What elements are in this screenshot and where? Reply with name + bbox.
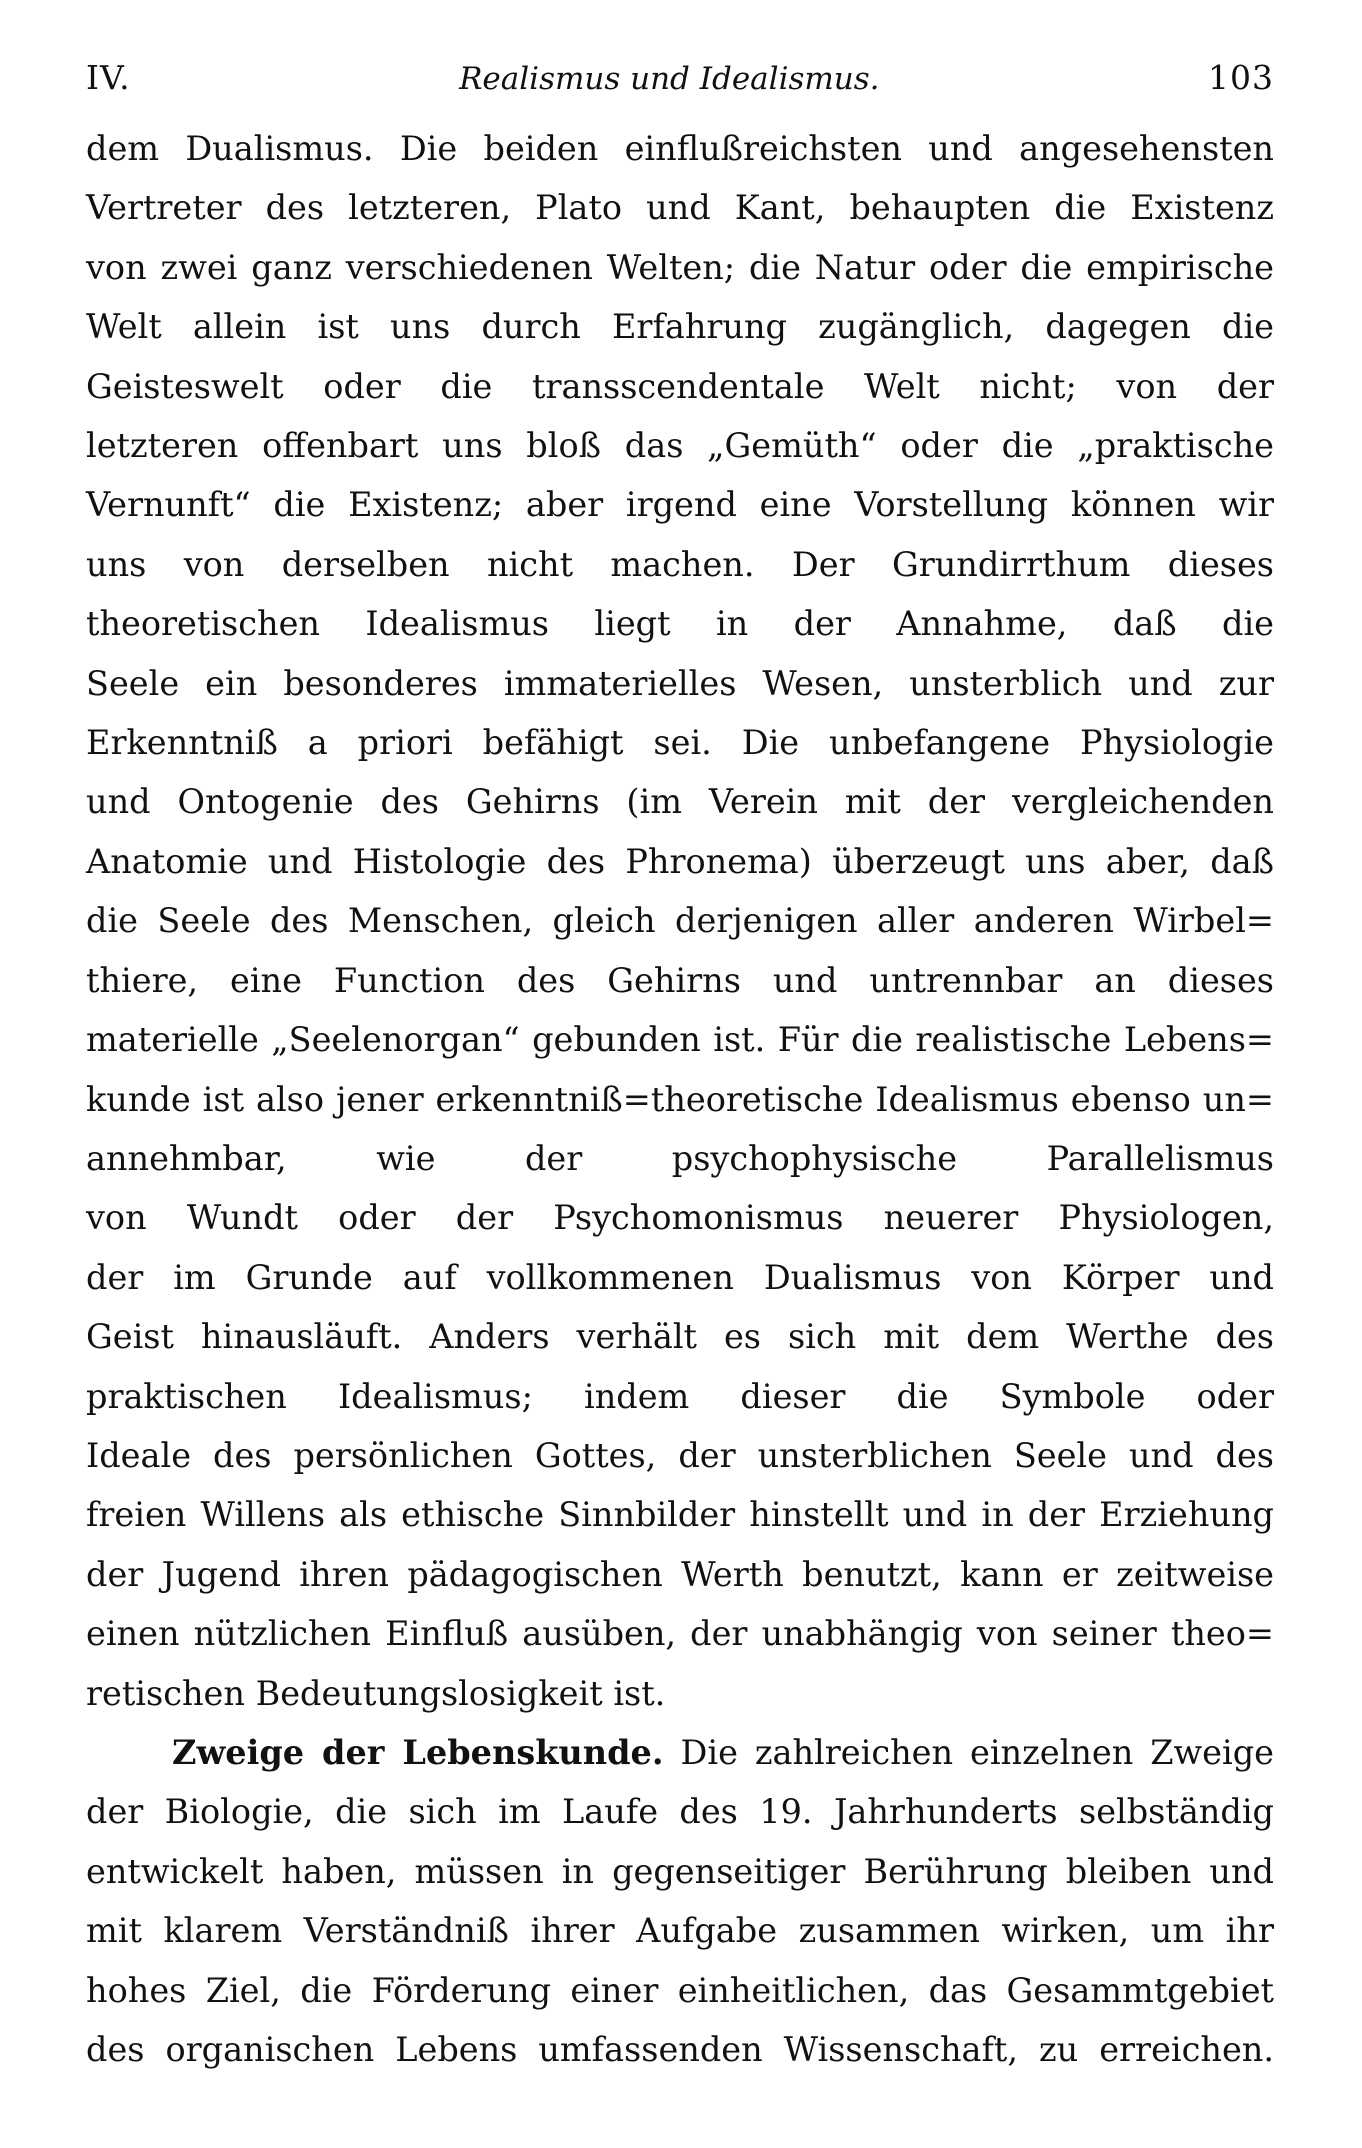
text-line: von zwei ganz verschiedenen Welten; die Natur oder die empirische <box>86 247 1274 287</box>
text-line: annehmbar, wie der psychophysische Parallelismus <box>86 1138 1274 1178</box>
text-line: uns von derselben nicht machen. Der Grundirrthum dieses <box>86 544 1274 584</box>
text-line: Vertreter des letzteren, Plato und Kant, behaupten die Existenz <box>86 188 1274 228</box>
text-line: des organischen Lebens umfassenden Wissenschaft, zu erreichen. <box>86 2030 1274 2069</box>
text-line: Welt allein ist uns durch Erfahrung zugänglich, dagegen die <box>86 307 1274 347</box>
text-line: Anatomie und Histologie des Phronema) überzeugt uns aber, daß <box>86 841 1274 881</box>
text-line: thiere, eine Function des Gehirns und untrennbar an dieses <box>86 960 1274 1000</box>
text-line: Ideale des persönlichen Gottes, der unsterblichen Seele und des <box>86 1435 1274 1475</box>
text-line: letzteren offenbart uns bloß das „Gemüth“ oder die „praktische <box>86 426 1274 466</box>
text-line: materielle „Seelenorgan“ gebunden ist. Für die realistische Lebens= <box>86 1020 1274 1060</box>
text-line: theoretischen Idealismus liegt in der Annahme, daß die <box>86 604 1274 644</box>
text-line: einen nützlichen Einfluß ausüben, der unabhängig von seiner theo= <box>86 1614 1274 1654</box>
text-line <box>86 1723 1274 1782</box>
text-line: der Biologie, die sich im Laufe des 19. Jahrhunderts selbständig <box>86 1792 1274 1832</box>
text-line: retischen Bedeutungslosigkeit ist. <box>86 1673 666 1713</box>
text-line: der Jugend ihren pädagogischen Werth benutzt, kann er zeitweise <box>86 1554 1274 1594</box>
book-page <box>86 58 1274 2079</box>
text-line: hohes Ziel, die Förderung einer einheitlichen, das Gesammtgebiet <box>86 1970 1274 2010</box>
text-line: freien Willens als ethische Sinnbilder hinstellt und in der Erziehung <box>86 1495 1274 1535</box>
text-line: entwickelt haben, müssen in gegenseitiger Berührung bleiben und <box>86 1851 1274 1891</box>
text-line: mit klarem Verständniß ihrer Aufgabe zusammen wirken, um ihr <box>86 1911 1274 1951</box>
page-header <box>86 58 1274 99</box>
text-line: von Wundt oder der Psychomonismus neuerer Physiologen, <box>86 1198 1274 1238</box>
text-line: und Ontogenie des Gehirns (im Verein mit der vergleichenden <box>86 782 1274 822</box>
text-line: Geisteswelt oder die transscendentale Welt nicht; von der <box>86 366 1274 406</box>
heading-line-text: Die zahlreichen einzelnen Zweige <box>680 1732 1274 1772</box>
page-number: 103 <box>1208 58 1274 97</box>
text-line: kunde ist also jener erkenntniß=theoretische Idealismus ebenso un= <box>86 1079 1274 1119</box>
text-line: Vernunft“ die Existenz; aber irgend eine Vorstellung können wir <box>86 485 1274 525</box>
paragraph-branches-of-biology <box>86 1723 1274 2079</box>
text-line: dem Dualismus. Die beiden einflußreichsten und angesehensten <box>86 129 1274 168</box>
text-line: die Seele des Menschen, gleich derjenigen aller anderen Wirbel= <box>86 901 1274 941</box>
text-line: praktischen Idealismus; indem dieser die Symbole oder <box>86 1376 1274 1416</box>
text-line: der im Grunde auf vollkommenen Dualismus von Körper und <box>86 1257 1274 1297</box>
text-line: Seele ein besonderes immaterielles Wesen, unsterblich und zur <box>86 663 1274 703</box>
running-title: Realismus und Idealismus. <box>459 61 880 97</box>
paragraph-realism-idealism <box>86 119 1274 1723</box>
section-heading: Zweige der Lebenskunde. <box>172 1732 664 1772</box>
text-line: Geist hinausläuft. Anders verhält es sich mit dem Werthe des <box>86 1317 1274 1357</box>
text-line: Erkenntniß a priori befähigt sei. Die unbefangene Physiologie <box>86 723 1274 763</box>
section-number: IV. <box>86 58 131 97</box>
